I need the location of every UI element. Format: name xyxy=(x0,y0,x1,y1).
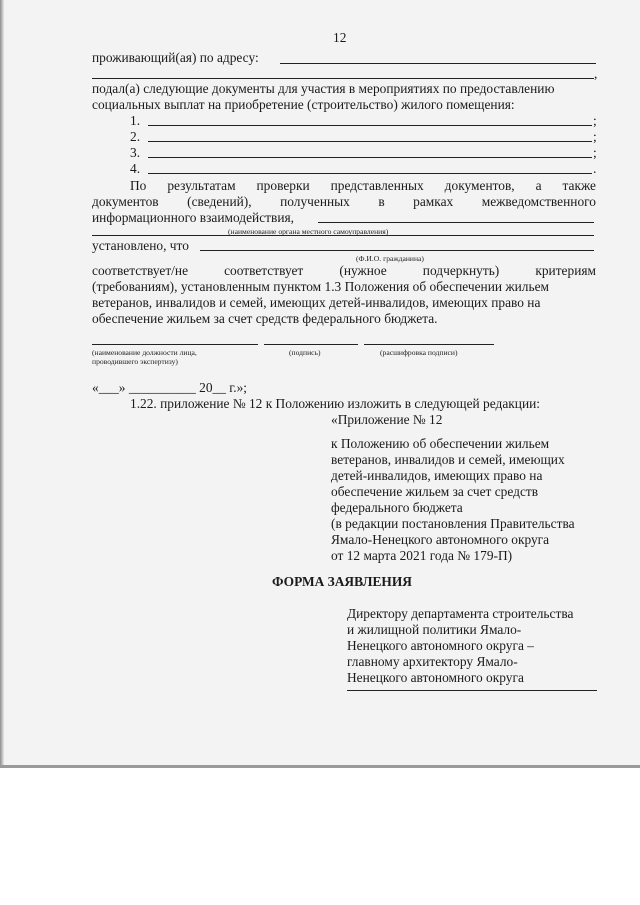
signature-caption: (подпись) xyxy=(289,348,321,357)
established-label: установлено, что xyxy=(92,238,189,253)
document-end-mark: . xyxy=(593,161,597,176)
document-line xyxy=(148,157,592,158)
appendix-line: детей-инвалидов, имеющих право на xyxy=(331,468,543,483)
conformity-text-line-1: соответствует/не соответствует (нужное подчеркнуть) критериям xyxy=(92,263,596,278)
appendix-line: Ямало-Ненецкого автономного округа xyxy=(331,532,550,547)
address-field-line xyxy=(280,63,596,64)
signature-decode-caption: (расшифровка подписи) xyxy=(380,348,458,357)
appendix-line: обеспечение жильем за счет средств xyxy=(331,484,539,499)
document-line xyxy=(148,141,592,142)
submitted-text-line-1: подал(а) следующие документы для участия в мероприятиях по предоставлению xyxy=(92,81,555,96)
conformity-text-line-3: ветеранов, инвалидов и семей, имеющих детей-инвалидов, имеющих право на xyxy=(92,295,541,310)
appendix-line: федерального бюджета xyxy=(331,500,463,515)
page-number: 12 xyxy=(333,30,347,45)
address-field-line-2 xyxy=(92,78,594,79)
document-number: 2. xyxy=(130,129,141,144)
addressee-line: Ненецкого автономного округа xyxy=(347,670,524,685)
citizen-name-caption: (Ф.И.О. гражданина) xyxy=(356,254,424,263)
position-caption: (наименование должности лица, xyxy=(92,348,197,357)
appendix-line: от 12 марта 2021 года № 179-П) xyxy=(331,548,513,563)
address-comma: , xyxy=(594,66,598,81)
date-line: «___» __________ 20__ г.»; xyxy=(92,380,247,395)
organ-caption: (наименование органа местного самоуправления) xyxy=(228,227,389,236)
submitted-text-line-2: социальных выплат на приобретение (строительство) жилого помещения: xyxy=(92,97,515,112)
position-caption-2: проводившего экспертизу) xyxy=(92,357,178,366)
addressee-line: Ненецкого автономного округа – xyxy=(347,638,534,653)
conformity-text-line-2: (требованиям), установленным пунктом 1.3 Положения об обеспечении жильем xyxy=(92,279,550,294)
document-number: 3. xyxy=(130,145,141,160)
organ-field-line xyxy=(318,222,594,223)
citizen-name-line xyxy=(200,250,594,251)
form-title: ФОРМА ЗАЯВЛЕНИЯ xyxy=(272,574,412,589)
check-text-line-2: документов (сведений), полученных в рамках межведомственного xyxy=(92,194,596,209)
document-end-mark: ; xyxy=(593,145,597,160)
document-end-mark: ; xyxy=(593,113,597,128)
signature-decode-line xyxy=(364,344,494,345)
addressee-blank-line xyxy=(347,690,597,691)
appendix-line: ветеранов, инвалидов и семей, имеющих xyxy=(331,452,565,467)
amendment-item: 1.22. приложение № 12 к Положению изложить в следующей редакции: xyxy=(130,396,541,411)
appendix-line: к Положению об обеспечении жильем xyxy=(331,436,550,451)
signature-line xyxy=(264,344,358,345)
document-end-mark: ; xyxy=(593,129,597,144)
addressee-line: Директору департамента строительства xyxy=(347,606,574,621)
address-label: проживающий(ая) по адресу: xyxy=(92,50,259,65)
conformity-text-line-4: обеспечение жильем за счет средств федерального бюджета. xyxy=(92,311,438,326)
check-text-line-1: По результатам проверки представленных документов, а также xyxy=(130,178,596,193)
document-number: 4. xyxy=(130,161,141,176)
addressee-line: главному архитектору Ямало- xyxy=(347,654,518,669)
document-number: 1. xyxy=(130,113,141,128)
addressee-line: и жилищной политики Ямало- xyxy=(347,622,522,637)
position-line xyxy=(92,344,258,345)
document-line xyxy=(148,173,592,174)
check-text-line-3: информационного взаимодействия, xyxy=(92,210,294,225)
appendix-title: «Приложение № 12 xyxy=(331,412,443,427)
appendix-line: (в редакции постановления Правительства xyxy=(331,516,575,531)
document-line xyxy=(148,125,592,126)
